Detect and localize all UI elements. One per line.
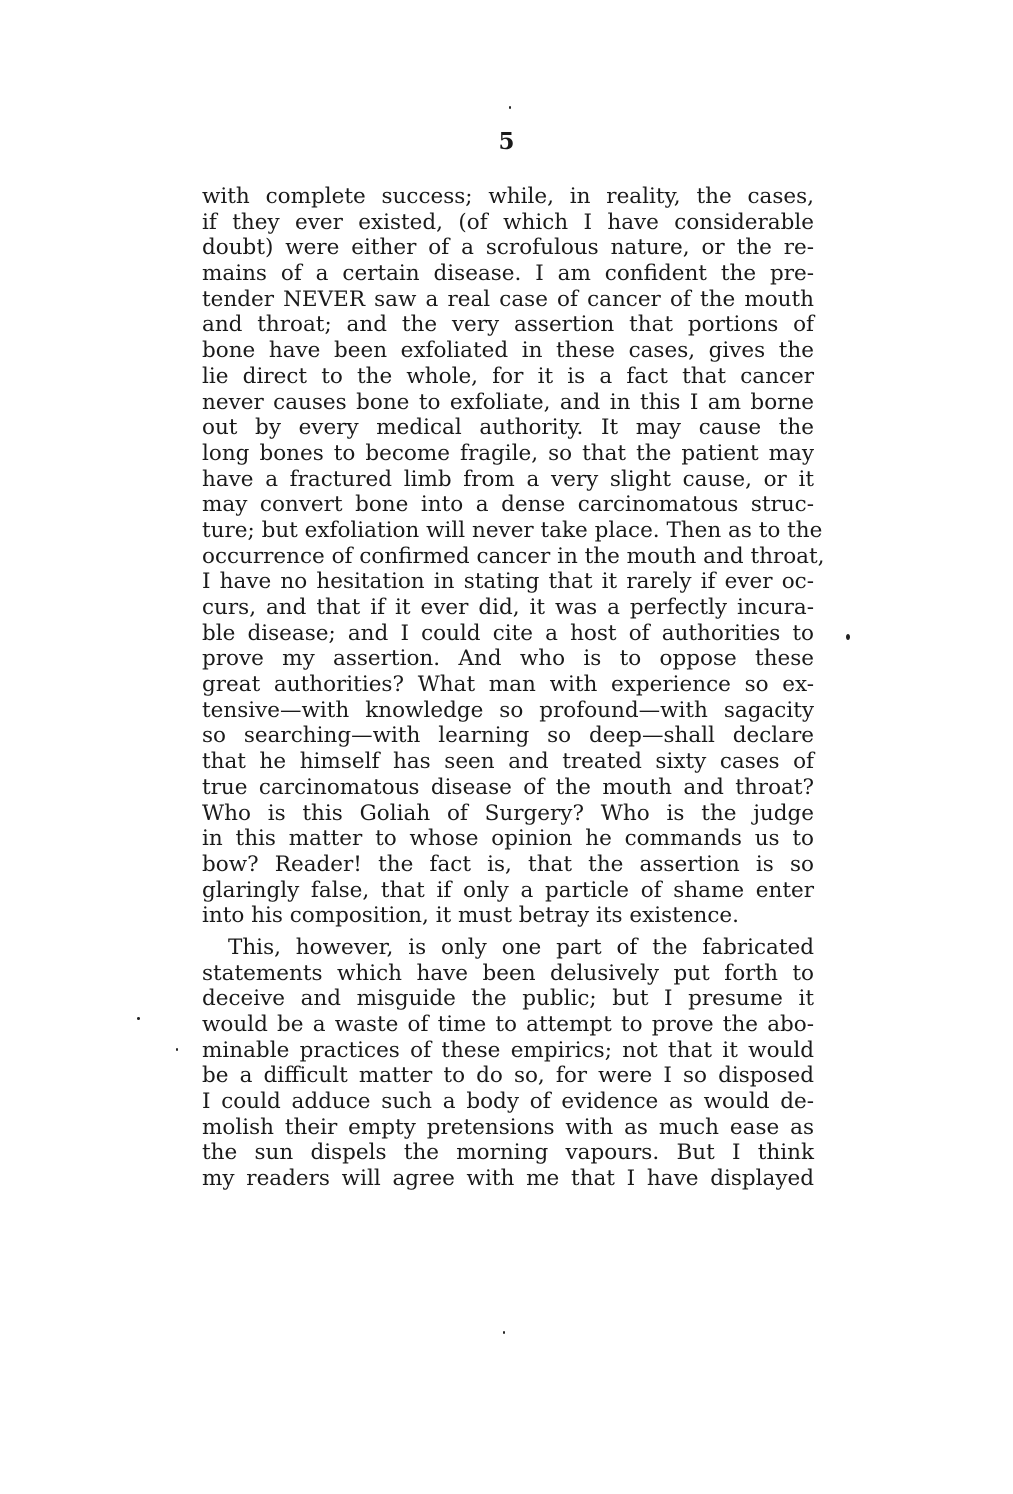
text-line: the sun dispels the morning vapours. But I think [202, 1140, 814, 1166]
text-line: bow? Reader! the fact is, that the assertion is so [202, 851, 814, 877]
text-line: deceive and misguide the public; but I presume it [202, 986, 814, 1012]
scan-speck [176, 1048, 178, 1051]
page-number: 5 [498, 128, 515, 155]
text-line: This, however, is only one part of the fabricated [228, 934, 814, 960]
text-line: prove my assertion. And who is to oppose these [202, 646, 814, 672]
text-line: tensive—with knowledge so profound—with sagacity [202, 697, 814, 723]
scan-speck [503, 1331, 505, 1334]
text-line: glaringly false, that if only a particle of shame enter [202, 877, 814, 903]
text-line: be a difficult matter to do so, for were I so disposed [202, 1063, 814, 1089]
paragraph-2 [202, 935, 814, 1192]
text-line: would be a waste of time to attempt to prove the abo- [202, 1012, 814, 1037]
text-line: into his composition, it must betray its existence. [202, 903, 739, 929]
text-line: ture; but exfoliation will never take place. Then as to the [202, 517, 823, 543]
text-line: in this matter to whose opinion he commands us to [202, 826, 814, 852]
text-line: out by every medical authority. It may cause the [202, 415, 814, 441]
text-line: long bones to become fragile, so that the patient may [202, 440, 814, 466]
text-line: if they ever existed, (of which I have considerable [202, 209, 814, 235]
text-line: my readers will agree with me that I have displayed [202, 1166, 814, 1192]
text-line: ble disease; and I could cite a host of authorities to [202, 620, 814, 646]
text-line: with complete success; while, in reality, the cases, [202, 184, 814, 209]
scan-speck [509, 106, 511, 109]
text-line: true carcinomatous disease of the mouth and throat? [202, 774, 814, 800]
text-line: minable practices of these empirics; not that it would [202, 1037, 814, 1063]
paragraph-1 [202, 184, 825, 929]
text-line: lie direct to the whole, for it is a fact that cancer [202, 363, 814, 389]
text-line: may convert bone into a dense carcinomatous struc- [202, 492, 814, 518]
text-line: so searching—with learning so deep—shall declare [202, 723, 814, 749]
text-line: that he himself has seen and treated sixty cases of [202, 749, 814, 775]
text-line: doubt) were either of a scrofulous nature, or the re- [202, 235, 814, 261]
text-line: curs, and that if it ever did, it was a perfectly incura- [202, 595, 814, 620]
scan-speck [846, 634, 850, 640]
text-line: molish their empty pretensions with as much ease as [202, 1114, 814, 1140]
text-line: occurrence of confirmed cancer in the mouth and throat, [202, 543, 825, 569]
text-line: great authorities? What man with experience so ex- [202, 672, 814, 698]
text-line: statements which have been delusively put forth to [202, 960, 814, 986]
text-line: have a fractured limb from a very slight cause, or it [202, 466, 814, 492]
text-line: mains of a certain disease. I am confident the pre- [202, 261, 814, 287]
text-line: and throat; and the very assertion that portions of [202, 312, 814, 338]
text-line: tender NEVER saw a real case of cancer of the mouth [202, 286, 814, 312]
text-line: bone have been exfoliated in these cases, gives the [202, 338, 814, 364]
text-line: I could adduce such a body of evidence as would de- [202, 1089, 814, 1115]
text-line: never causes bone to exfoliate, and in this I am borne [202, 389, 814, 415]
text-line: I have no hesitation in stating that it rarely if ever oc- [202, 569, 814, 595]
scan-speck [137, 1017, 140, 1020]
body-text [202, 184, 825, 1192]
text-line: Who is this Goliah of Surgery? Who is the judge [202, 800, 814, 826]
